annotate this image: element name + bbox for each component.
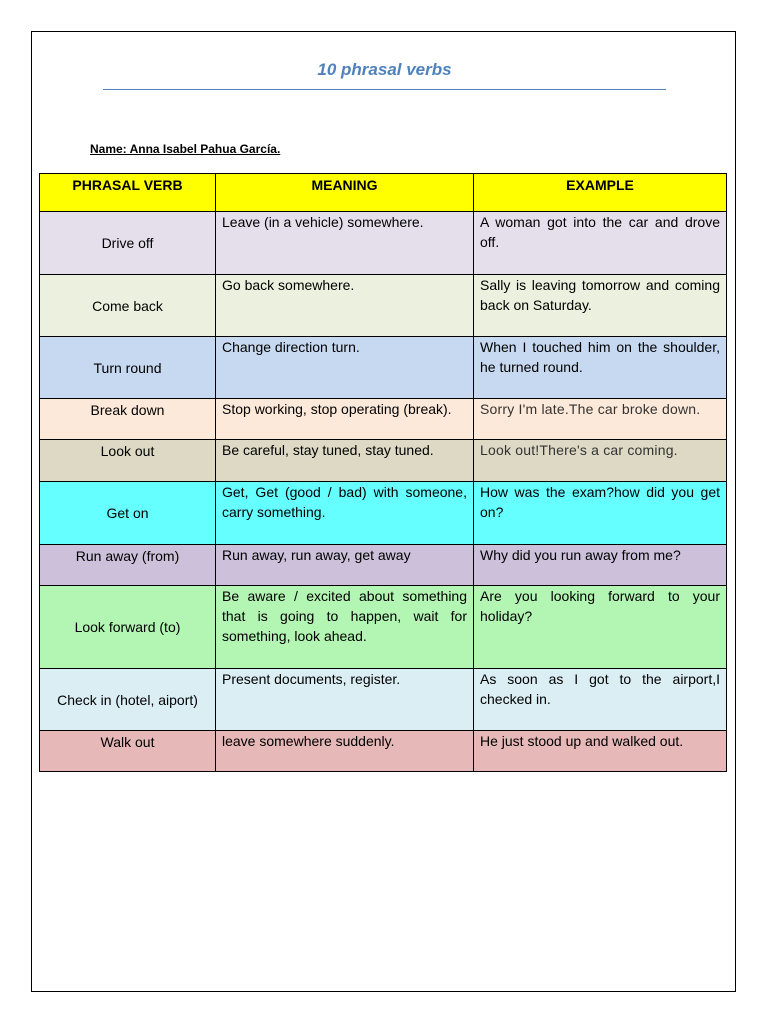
table-row [40,545,727,586]
example-cell: A woman got into the car and drove off. [474,212,727,275]
verb-cell: Look out [40,440,216,482]
header-phrasal-verb: PHRASAL VERB [40,174,216,212]
meaning-cell: Go back somewhere. [216,275,474,337]
table-row [40,337,727,399]
example-cell: Sorry I'm late.The car broke down. [474,399,727,440]
meaning-cell: Get, Get (good / bad) with someone, carry something. [216,482,474,545]
table-row [40,482,727,545]
verb-cell: Turn round [40,337,216,399]
example-cell: Are you looking forward to your holiday? [474,586,727,669]
meaning-cell: Leave (in a vehicle) somewhere. [216,212,474,275]
table-row [40,731,727,772]
example-cell: Why did you run away from me? [474,545,727,586]
verb-cell: Drive off [40,212,216,275]
table-row [40,669,727,731]
meaning-cell: leave somewhere suddenly. [216,731,474,772]
example-cell: Sally is leaving tomorrow and coming back on Saturday. [474,275,727,337]
header-example: EXAMPLE [474,174,727,212]
verb-cell: Break down [40,399,216,440]
verb-cell: Come back [40,275,216,337]
verb-cell: Run away (from) [40,545,216,586]
table-row [40,212,727,275]
meaning-cell: Present documents, register. [216,669,474,731]
phrasal-verbs-table [39,173,727,772]
document-title: 10 phrasal verbs [317,60,452,79]
verb-cell: Walk out [40,731,216,772]
example-cell: He just stood up and walked out. [474,731,727,772]
document-page [31,31,736,992]
table-row [40,586,727,669]
table-row [40,440,727,482]
meaning-cell: Be aware / excited about something that is going to happen, wait for something, look ahead. [216,586,474,669]
example-cell: When I touched him on the shoulder, he turned round. [474,337,727,399]
meaning-cell: Stop working, stop operating (break). [216,399,474,440]
meaning-cell: Change direction turn. [216,337,474,399]
example-cell: Look out!There's a car coming. [474,440,727,482]
example-cell: As soon as I got to the airport,I checked in. [474,669,727,731]
meaning-cell: Be careful, stay tuned, stay tuned. [216,440,474,482]
verb-cell: Check in (hotel, aiport) [40,669,216,731]
table-header-row [40,174,727,212]
table-row [40,275,727,337]
verb-cell: Get on [40,482,216,545]
meaning-cell: Run away, run away, get away [216,545,474,586]
student-name: Name: Anna Isabel Pahua García. [90,142,281,156]
title-underline [103,89,666,90]
table-row [40,399,727,440]
example-cell: How was the exam?how did you get on? [474,482,727,545]
header-meaning: MEANING [216,174,474,212]
verb-cell: Look forward (to) [40,586,216,669]
